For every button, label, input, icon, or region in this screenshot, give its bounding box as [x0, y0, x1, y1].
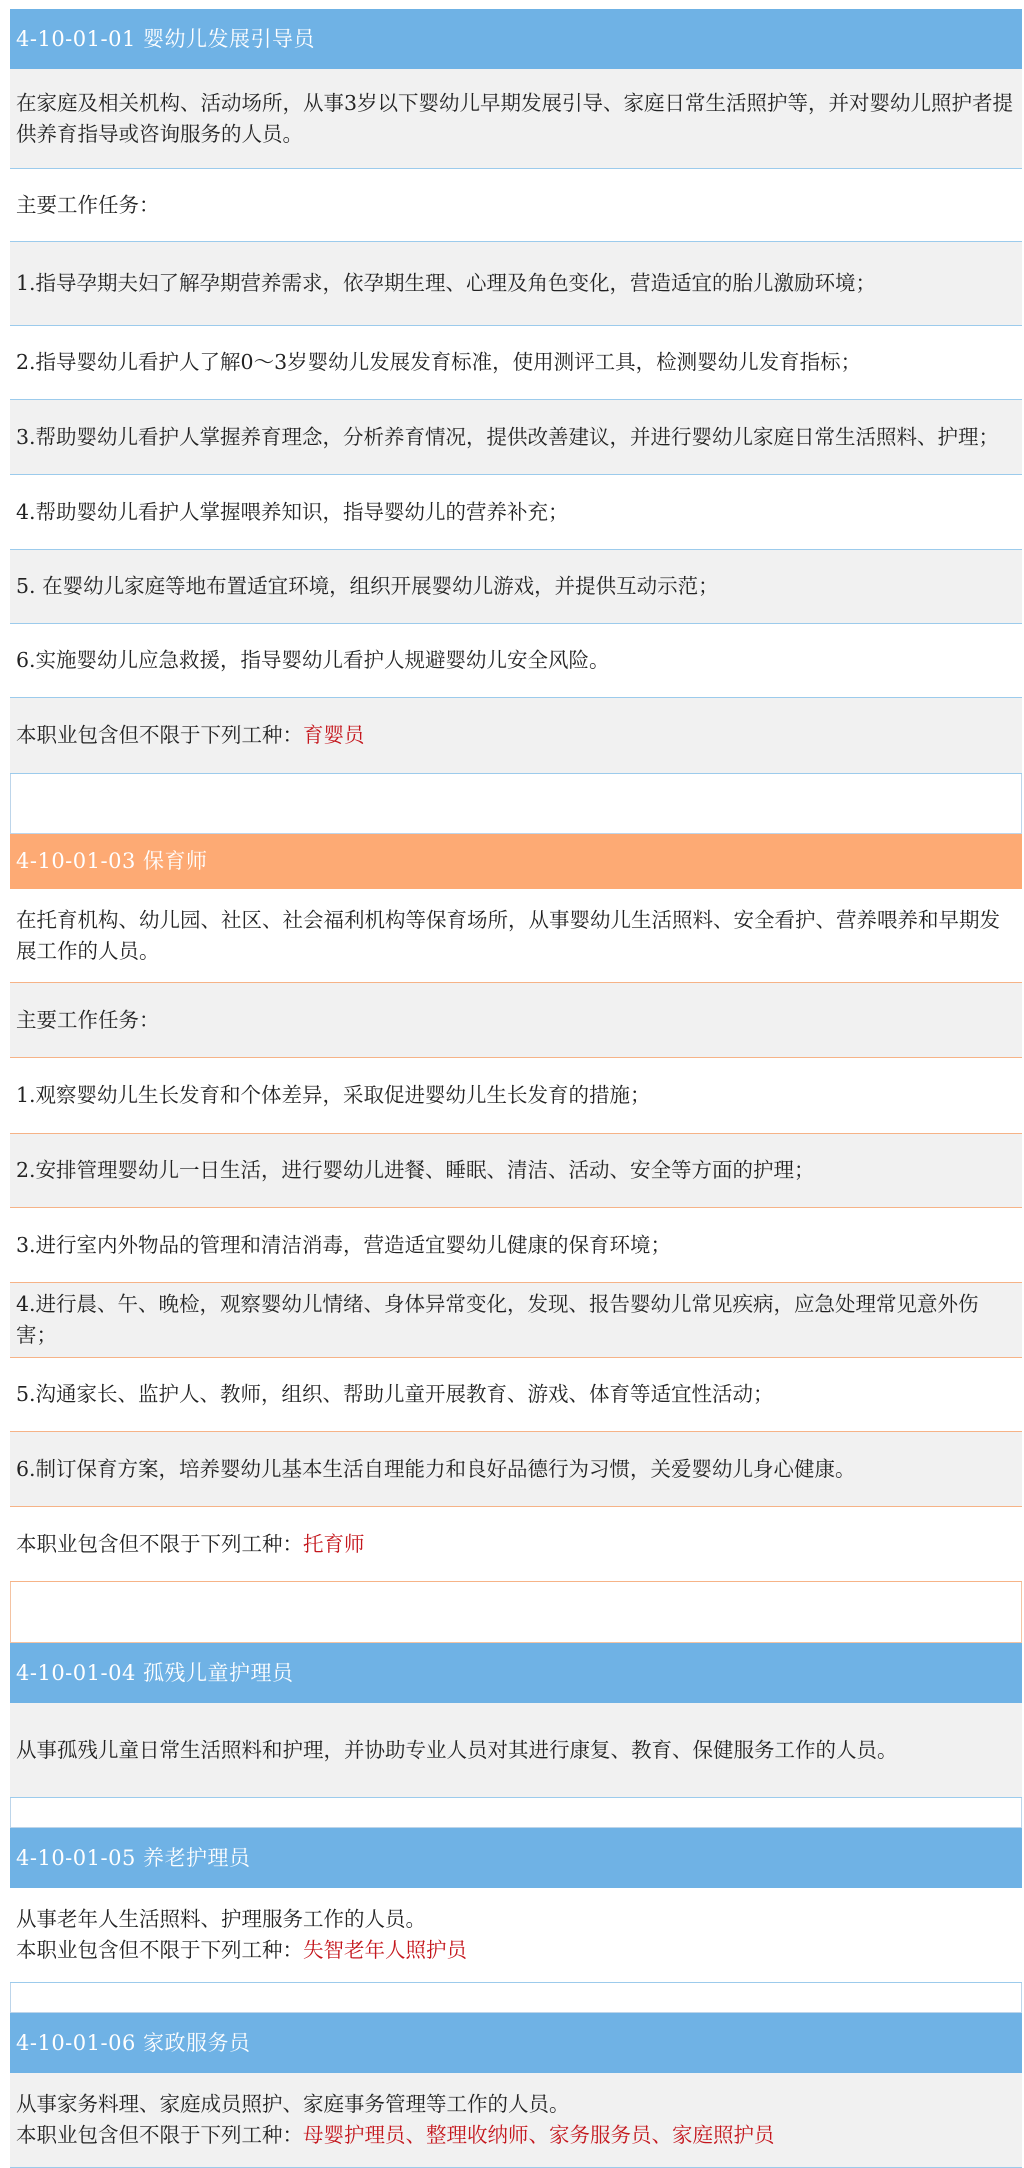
task-text: 1.观察婴幼儿生长发育和个体差异，采取促进婴幼儿生长发育的措施；	[16, 1083, 651, 1107]
task-item	[10, 624, 1022, 698]
includes-label: 本职业包含但不限于下列工种：	[16, 723, 303, 747]
tasks-heading: 主要工作任务：	[16, 192, 160, 217]
section-header-4-10-01-06	[10, 2013, 1022, 2073]
task-item	[10, 475, 1022, 550]
definition-text: 在托育机构、幼儿园、社区、社会福利机构等保育场所，从事婴幼儿生活照料、安全看护、营养喂养和早期发展工作的人员。	[16, 907, 1000, 963]
definition-text: 从事家务料理、家庭成员照护、家庭事务管理等工作的人员。	[16, 2092, 570, 2116]
task-item	[10, 1358, 1022, 1432]
includes-value: 母婴护理员、整理收纳师、家务服务员、家庭照护员	[303, 2123, 775, 2147]
task-text: 4.帮助婴幼儿看护人掌握喂养知识，指导婴幼儿的营养补充；	[16, 499, 569, 524]
section-header-4-10-01-04	[10, 1643, 1022, 1703]
section-definition	[10, 889, 1022, 983]
section-definition	[10, 69, 1022, 169]
task-text: 2.安排管理婴幼儿一日生活，进行婴幼儿进餐、睡眠、清洁、活动、安全等方面的护理；	[16, 1158, 815, 1182]
section-title: 4-10-01-04 孤残儿童护理员	[16, 1660, 294, 1685]
tasks-heading-row	[10, 169, 1022, 242]
section-spacer	[10, 1983, 1022, 2013]
task-text: 5.沟通家长、监护人、教师，组织、帮助儿童开展教育、游戏、体育等适宜性活动；	[16, 1382, 774, 1406]
tasks-heading: 主要工作任务：	[16, 1007, 160, 1032]
includes-label: 本职业包含但不限于下列工种：	[16, 2123, 303, 2147]
task-text: 3.帮助婴幼儿看护人掌握养育理念，分析养育情况，提供改善建议，并进行婴幼儿家庭日常生活照料、护理；	[16, 424, 1000, 449]
includes-label: 本职业包含但不限于下列工种：	[16, 1531, 303, 1556]
task-item	[10, 242, 1022, 326]
section-title: 4-10-01-01 婴幼儿发展引导员	[16, 26, 315, 51]
task-text: 6.实施婴幼儿应急救援，指导婴幼儿看护人规避婴幼儿安全风险。	[16, 648, 610, 672]
tasks-heading-row	[10, 983, 1022, 1058]
task-item	[10, 326, 1022, 400]
section-definition	[10, 1888, 1022, 1983]
task-text: 5. 在婴幼儿家庭等地布置适宜环境，组织开展婴幼儿游戏，并提供互动示范；	[16, 574, 719, 598]
section-definition	[10, 2073, 1022, 2168]
includes-value: 失智老年人照护员	[303, 1938, 467, 1962]
definition-text: 从事老年人生活照料、护理服务工作的人员。	[16, 1907, 426, 1931]
section-definition	[10, 1703, 1022, 1798]
occupation-document	[10, 0, 1022, 2168]
includes-line	[16, 2120, 1016, 2151]
task-item	[10, 1432, 1022, 1507]
definition-text: 从事孤残儿童日常生活照料和护理，并协助专业人员对其进行康复、教育、保健服务工作的人员。	[16, 1737, 898, 1762]
definition-text: 在家庭及相关机构、活动场所，从事3岁以下婴幼儿早期发展引导、家庭日常生活照护等，并对婴幼儿照护者提供养育指导或咨询服务的人员。	[16, 90, 1014, 146]
section-header-4-10-01-03	[10, 834, 1022, 889]
includes-row	[10, 698, 1022, 774]
task-text: 2.指导婴幼儿看护人了解0～3岁婴幼儿发展发育标准，使用测评工具，检测婴幼儿发育指标；	[16, 350, 862, 374]
section-title: 4-10-01-03 保育师	[16, 849, 208, 873]
includes-label: 本职业包含但不限于下列工种：	[16, 1938, 303, 1962]
task-text: 3.进行室内外物品的管理和清洁消毒，营造适宜婴幼儿健康的保育环境；	[16, 1232, 672, 1257]
definition-block	[16, 1904, 1016, 1966]
task-item	[10, 1134, 1022, 1208]
includes-line	[16, 1935, 1016, 1966]
includes-value: 育婴员	[303, 723, 365, 747]
section-title: 4-10-01-05 养老护理员	[16, 1845, 251, 1870]
task-item	[10, 550, 1022, 624]
section-spacer	[10, 1582, 1022, 1643]
section-header-4-10-01-01	[10, 9, 1022, 69]
section-spacer	[10, 774, 1022, 834]
includes-value: 托育师	[303, 1531, 365, 1556]
section-spacer	[10, 1798, 1022, 1828]
includes-row	[10, 1507, 1022, 1582]
task-item	[10, 1283, 1022, 1358]
section-title: 4-10-01-06 家政服务员	[16, 2030, 251, 2055]
task-item	[10, 1058, 1022, 1134]
task-text: 1.指导孕期夫妇了解孕期营养需求，依孕期生理、心理及角色变化，营造适宜的胎儿激励环境；	[16, 271, 877, 295]
task-item	[10, 400, 1022, 475]
definition-block	[16, 2089, 1016, 2151]
task-item	[10, 1208, 1022, 1283]
task-text: 6.制订保育方案，培养婴幼儿基本生活自理能力和良好品德行为习惯，关爱婴幼儿身心健康。	[16, 1456, 856, 1481]
section-header-4-10-01-05	[10, 1828, 1022, 1888]
task-text: 4.进行晨、午、晚检，观察婴幼儿情绪、身体异常变化，发现、报告婴幼儿常见疾病，应急处理常见意外伤害；	[16, 1292, 979, 1347]
